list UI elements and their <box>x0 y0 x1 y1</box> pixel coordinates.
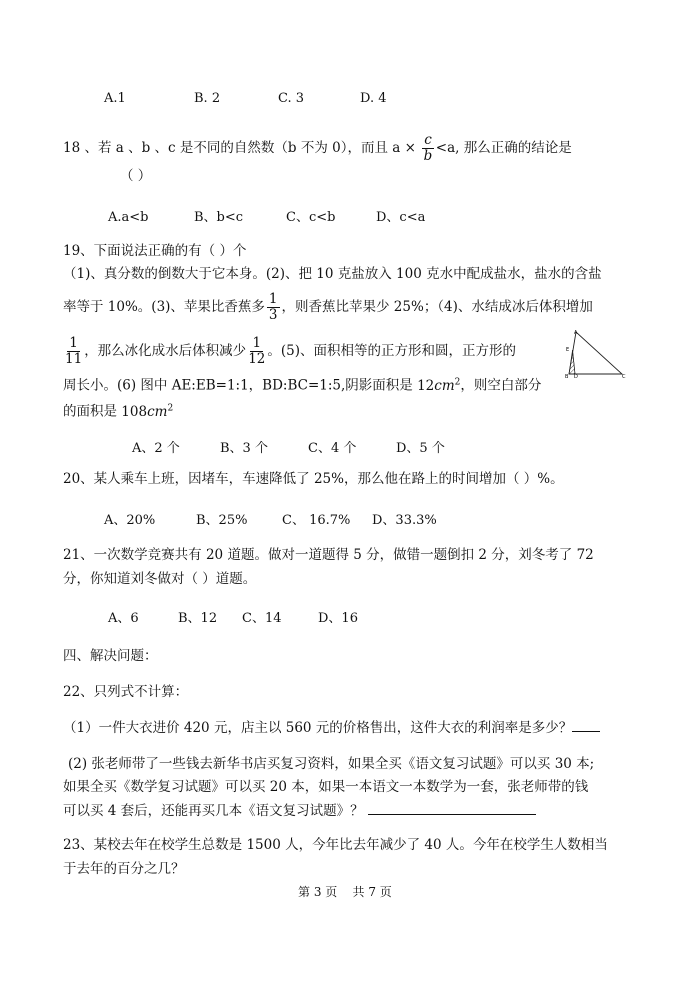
q20-question: 20、某人乘车上班，因堵车，车速降低了 25%，那么他在路上的时间增加（ ）%。 <box>63 471 564 487</box>
q19-shaded-area: $12cm^2$ <box>417 377 461 394</box>
q19-triangle-figure <box>562 330 628 378</box>
q18-frac-den: b <box>423 148 433 164</box>
q19-option-d: D、5 个 <box>396 441 445 456</box>
q21-options <box>108 607 358 626</box>
q17-options <box>104 91 387 106</box>
q19-line2-a: 率等于 10%。(3)、苹果比香蕉多 <box>63 299 265 315</box>
q18-option-b: B、b<c <box>194 210 244 225</box>
q20-option-a: A、20% <box>104 513 156 528</box>
q17-option-b: B. 2 <box>194 91 221 106</box>
q19-line5 <box>63 398 173 422</box>
q19-line3 <box>63 336 516 367</box>
q18-frac-num: c <box>424 132 432 148</box>
q19-line3-b: 。(5)、面积相等的正方形和圆，正方形的 <box>267 343 516 359</box>
q17-option-a: A.1 <box>104 91 126 106</box>
q20-options <box>104 509 437 528</box>
q22-sub2-line1: (2) 张老师带了一些钱去新华书店买复习资料，如果全买《语文复习试题》可以买 30 本; <box>68 756 595 772</box>
q18-options <box>108 206 425 225</box>
q19-blank-area: $108cm^2$ <box>121 403 174 420</box>
label-a: A <box>574 330 578 336</box>
q22-sub1-answer-blank <box>572 719 600 732</box>
page-number: 第 3 页 <box>298 885 338 899</box>
q20-option-d: D、33.3% <box>372 513 437 528</box>
q21-option-c: C、14 <box>242 611 282 626</box>
q21-line2: 分，你知道刘冬做对（ ）道题。 <box>63 571 257 587</box>
q19-frac1-num: 1 <box>268 291 278 307</box>
q21-option-b: B、12 <box>178 611 218 626</box>
q19-options <box>132 437 445 456</box>
q18-fraction <box>422 133 434 164</box>
q19-line3-a: ，那么冰化成水后体积减少 <box>84 343 247 359</box>
q19-line5-a: 的面积是 <box>63 403 117 420</box>
q19-frac2-den: 11 <box>65 351 83 367</box>
q18-question <box>63 133 572 164</box>
q19-frac1-den: 3 <box>268 307 278 323</box>
q19-fraction-2 <box>65 336 82 367</box>
section-4-title: 四、解决问题： <box>63 648 158 664</box>
q20-option-c: C、 16.7% <box>282 513 351 528</box>
q19-line4-a: 周长小。(6) 图中 AE:EB=1:1，BD:BC=1:5,阴影面积是 <box>63 377 413 394</box>
q22-sub1: （1）一件大衣进价 420 元，店主以 560 元的价格售出，这件大衣的利润率是多少？ <box>63 718 600 738</box>
q18-option-d: D、c<a <box>376 210 426 225</box>
q19-title: 19、下面说法正确的有（ ）个 <box>63 243 247 259</box>
q18-text-a: 18 、若 a 、b 、c 是不同的自然数（b 不为 0），而且 a × <box>63 140 416 156</box>
q21-option-a: A、6 <box>108 611 139 626</box>
q18-text-b: <a, 那么正确的结论是 <box>435 140 572 156</box>
q20-option-b: B、25% <box>196 513 248 528</box>
q18-option-c: C、c<b <box>286 210 336 225</box>
q22-title: 22、只列式不计算： <box>63 684 189 700</box>
label-b: B <box>565 374 569 378</box>
page-footer <box>298 882 392 902</box>
q17-option-d: D. 4 <box>360 91 387 106</box>
q19-option-b: B、3 个 <box>220 441 268 456</box>
q22-sub2-line3: 可以买 4 套后，还能再买几本《语文复习试题》？ <box>63 801 536 821</box>
q17-option-c: C. 3 <box>278 91 305 106</box>
page-total: 共 7 页 <box>352 885 392 899</box>
q19-option-a: A、2 个 <box>132 441 180 456</box>
q22-sub2-answer-blank <box>368 802 536 815</box>
q19-line2 <box>63 292 593 323</box>
q21-line1: 21、一次数学竞赛共有 20 道题。做对一道题得 5 分，做错一题倒扣 2 分，刘冬考了 72 <box>63 547 594 563</box>
q18-option-a: A.a<b <box>108 210 149 225</box>
q19-frac2-num: 1 <box>69 335 78 351</box>
label-c: C <box>622 374 626 378</box>
q19-fraction-1 <box>267 292 280 323</box>
q23-line2: 于去年的百分之几？ <box>63 861 185 877</box>
q23-line1: 23、某校去年在校学生总数是 1500 人，今年比去年减少了 40 人。今年在校学生人数相当 <box>63 837 608 853</box>
q19-option-c: C、4 个 <box>308 441 357 456</box>
q19-frac3-den: 12 <box>248 351 266 367</box>
q19-line4-b: ，则空白部分 <box>460 377 542 394</box>
q19-frac3-num: 1 <box>252 335 262 351</box>
label-e: E <box>566 347 570 353</box>
q18-answer-bracket: （ ） <box>120 168 152 184</box>
q19-fraction-3 <box>248 336 265 367</box>
q22-sub2-line2: 如果全买《数学复习试题》可以买 20 本，如果一本语文一本数学为一套，张老师带的钱 <box>63 779 589 795</box>
q21-option-d: D、16 <box>318 611 358 626</box>
label-d: D <box>574 374 578 378</box>
triangle-abc <box>569 332 622 374</box>
q19-line1: （1)、真分数的倒数大于它本身。(2)、把 10 克盐放入 100 克水中配成盐水，盐水的含盐 <box>63 266 602 282</box>
q19-line2-b: ，则香蕉比苹果少 25%；（4)、水结成冰后体积增加 <box>281 299 593 315</box>
q19-line4 <box>63 372 541 396</box>
